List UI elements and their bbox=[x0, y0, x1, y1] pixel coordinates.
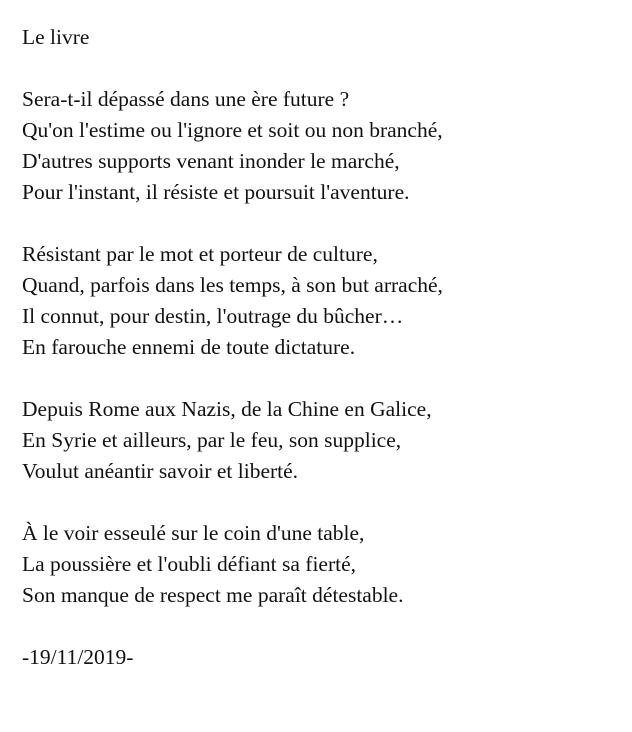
stanza-2 bbox=[22, 239, 622, 363]
stanza-3 bbox=[22, 394, 622, 487]
verse-line: Résistant par le mot et porteur de culture, bbox=[22, 242, 378, 266]
poem-title: Le livre bbox=[22, 25, 90, 49]
verse-line: Voulut anéantir savoir et liberté. bbox=[22, 459, 299, 483]
verse-line: D'autres supports venant inonder le marché, bbox=[22, 149, 400, 173]
verse-line: La poussière et l'oubli défiant sa fierté, bbox=[22, 552, 357, 576]
poem-date: -19/11/2019- bbox=[22, 645, 134, 669]
verse-line: Depuis Rome aux Nazis, de la Chine en Galice, bbox=[22, 397, 432, 421]
verse-line: Son manque de respect me paraît détestable. bbox=[22, 583, 404, 607]
verse-line: En farouche ennemi de toute dictature. bbox=[22, 335, 356, 359]
verse-line: Il connut, pour destin, l'outrage du bûcher… bbox=[22, 304, 404, 328]
verse-line: En Syrie et ailleurs, par le feu, son supplice, bbox=[22, 428, 402, 452]
verse-line: À le voir esseulé sur le coin d'une table, bbox=[22, 521, 365, 545]
poem bbox=[22, 22, 622, 673]
stanza-1 bbox=[22, 84, 622, 208]
verse-line: Pour l'instant, il résiste et poursuit l'aventure. bbox=[22, 180, 410, 204]
stanza-4 bbox=[22, 518, 622, 611]
verse-line: Quand, parfois dans les temps, à son but arraché, bbox=[22, 273, 443, 297]
verse-line: Qu'on l'estime ou l'ignore et soit ou non branché, bbox=[22, 118, 443, 142]
verse-line: Sera-t-il dépassé dans une ère future ? bbox=[22, 87, 350, 111]
